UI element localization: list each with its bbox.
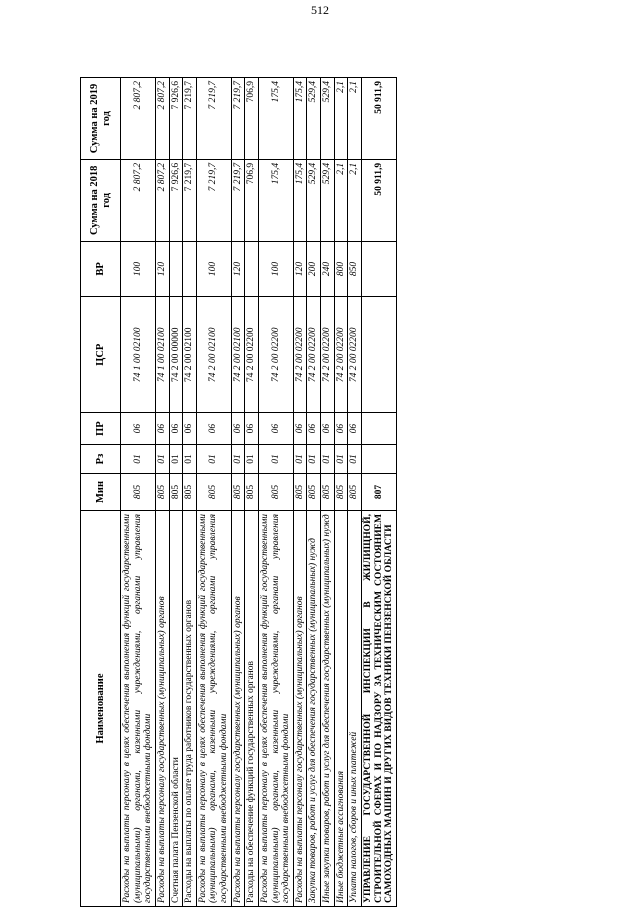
row-sum-2018: 175,4 [258,159,293,241]
row-rz: 01 [196,445,231,474]
row-vr [245,241,259,296]
table-body [121,78,397,907]
row-sum-2019: 175,4 [293,78,307,160]
row-csr: 74 2 00 00000 [169,297,183,413]
row-sum-2018: 529,4 [321,159,335,241]
row-rz: 01 [293,445,307,474]
row-vr: 850 [348,241,362,296]
row-min: 805 [321,474,335,511]
header-vr: ВР [81,241,121,296]
row-pr: 06 [293,413,307,445]
row-min: 805 [231,474,245,511]
row-vr [183,241,197,296]
header-min: Мин [81,474,121,511]
row-pr: 06 [231,413,245,445]
row-pr: 06 [307,413,321,445]
row-name: Закупка товаров, работ и услуг для обеспечения государственных (муниципальных) нужд [307,510,321,906]
row-sum-2019: 2 807,2 [155,78,169,160]
row-sum-2018: 7 219,7 [231,159,245,241]
table-row [307,78,321,907]
header-csr: ЦСР [81,297,121,413]
row-min: 805 [258,474,293,511]
row-rz: 01 [245,445,259,474]
row-sum-2019: 175,4 [258,78,293,160]
row-min: 805 [196,474,231,511]
row-name: Расходы на выплаты персоналу в целях обеспечения выполнения функций государственными (муниципальными) органами, казенными учреждениями, органами управления государственными внебюджетными фондами [258,510,293,906]
row-name: Расходы на выплаты по оплате труда работников государственных органов [183,510,197,906]
row-sum-2018: 529,4 [307,159,321,241]
table-header-row [81,78,121,907]
row-pr: 06 [169,413,183,445]
row-min: 805 [169,474,183,511]
row-name: Расходы на выплаты персоналу государственных (муниципальных) органов [155,510,169,906]
row-pr: 06 [183,413,197,445]
row-min: 805 [307,474,321,511]
row-sum-2018: 50 911,9 [361,159,396,241]
row-sum-2018: 706,9 [245,159,259,241]
row-sum-2018: 2,1 [348,159,362,241]
row-pr: 06 [321,413,335,445]
row-sum-2019: 2 807,2 [121,78,156,160]
row-csr: 74 2 00 02200 [258,297,293,413]
row-vr: 200 [307,241,321,296]
row-vr: 800 [334,241,348,296]
row-min: 805 [245,474,259,511]
row-min: 805 [348,474,362,511]
table-row [155,78,169,907]
row-min: 805 [183,474,197,511]
row-rz: 01 [334,445,348,474]
row-sum-2019: 706,9 [245,78,259,160]
row-pr: 06 [196,413,231,445]
row-vr: 120 [293,241,307,296]
row-rz: 01 [258,445,293,474]
row-vr: 120 [155,241,169,296]
row-pr: 06 [258,413,293,445]
row-sum-2019: 7 219,7 [196,78,231,160]
row-min: 805 [293,474,307,511]
row-csr: 74 2 00 02200 [348,297,362,413]
row-name: Расходы на выплаты персоналу государственных (муниципальных) органов [293,510,307,906]
row-pr: 06 [245,413,259,445]
row-rz [361,445,396,474]
row-sum-2018: 175,4 [293,159,307,241]
table-row [183,78,197,907]
row-name: Иные закупки товаров, работ и услуг для обеспечения государственных (муниципальных) нужд [321,510,335,906]
header-pr: ПР [81,413,121,445]
row-name: Расходы на обеспечение функций государственных органов [245,510,259,906]
row-sum-2019: 2,1 [348,78,362,160]
table-row [361,78,396,907]
row-vr [361,241,396,296]
row-rz: 01 [348,445,362,474]
row-pr: 06 [348,413,362,445]
row-sum-2019: 529,4 [321,78,335,160]
row-csr [361,297,396,413]
row-name: УПРАВЛЕНИЕ ГОСУДАРСТВЕННОЙ ИНСПЕКЦИИ В ЖИЛИЩНОЙ, СТРОИТЕЛЬНОЙ СФЕРАХ И ПО НАДЗОРУ ЗА ТЕХНИЧЕСКИМ СОСТОЯНИЕМ САМОХОДНЫХ МАШИН И ДРУГИХ ВИДОВ ТЕХНИКИ ПЕНЗЕНСКОЙ ОБЛАСТИ [361,510,396,906]
row-rz: 01 [231,445,245,474]
row-name: Уплата налогов, сборов и иных платежей [348,510,362,906]
row-rz: 01 [155,445,169,474]
row-csr: 74 2 00 02100 [183,297,197,413]
row-sum-2018: 2 807,2 [121,159,156,241]
row-vr: 100 [121,241,156,296]
row-vr: 100 [258,241,293,296]
header-sum-2019: Сумма на 2019 год [81,78,121,160]
row-name: Расходы на выплаты персоналу в целях обеспечения выполнения функций государственными (муниципальными) органами, казенными учреждениями, органами управления государственными внебюджетными фондами [121,510,156,906]
row-rz: 01 [121,445,156,474]
budget-table [80,77,397,907]
page-number: 512 [311,3,329,17]
row-name: Счетная палата Пензенской области [169,510,183,906]
table-row [348,78,362,907]
row-min: 805 [334,474,348,511]
row-rz: 01 [307,445,321,474]
row-csr: 74 2 00 02100 [231,297,245,413]
row-csr: 74 2 00 02100 [196,297,231,413]
row-pr: 06 [121,413,156,445]
row-sum-2019: 7 219,7 [231,78,245,160]
row-sum-2019: 7 219,7 [183,78,197,160]
row-sum-2018: 2,1 [334,159,348,241]
row-csr: 74 1 00 02100 [121,297,156,413]
row-csr: 74 2 00 02200 [245,297,259,413]
row-vr [169,241,183,296]
row-csr: 74 2 00 02200 [321,297,335,413]
row-min: 805 [121,474,156,511]
row-name: Расходы на выплаты персоналу в целях обеспечения выполнения функций государственными (муниципальными) органами, казенными учреждениями, органами управления государственными внебюджетными фондами [196,510,231,906]
table-row [121,78,156,907]
row-sum-2019: 7 926,6 [169,78,183,160]
row-rz: 01 [169,445,183,474]
row-csr: 74 1 00 02100 [155,297,169,413]
row-sum-2018: 7 219,7 [183,159,197,241]
budget-table-rotated [80,77,560,907]
row-sum-2019: 50 911,9 [361,78,396,160]
table-row [231,78,245,907]
row-pr [361,413,396,445]
row-vr: 240 [321,241,335,296]
row-min: 805 [155,474,169,511]
table-row [169,78,183,907]
row-rz: 01 [321,445,335,474]
table-row [321,78,335,907]
header-rz: Рз [81,445,121,474]
row-name: Иные бюджетные ассигнования [334,510,348,906]
row-sum-2018: 7 219,7 [196,159,231,241]
row-vr: 100 [196,241,231,296]
row-csr: 74 2 00 02200 [293,297,307,413]
row-sum-2019: 529,4 [307,78,321,160]
header-name: Наименование [81,510,121,906]
row-sum-2019: 2,1 [334,78,348,160]
row-sum-2018: 2 807,2 [155,159,169,241]
table-row [258,78,293,907]
table-row [196,78,231,907]
row-rz: 01 [183,445,197,474]
row-pr: 06 [155,413,169,445]
row-min: 807 [361,474,396,511]
table-row [245,78,259,907]
header-sum-2018: Сумма на 2018 год [81,159,121,241]
row-sum-2018: 7 926,6 [169,159,183,241]
row-csr: 74 2 00 02200 [334,297,348,413]
row-name: Расходы на выплаты персоналу государственных (муниципальных) органов [231,510,245,906]
table-row [334,78,348,907]
row-csr: 74 2 00 02200 [307,297,321,413]
row-vr: 120 [231,241,245,296]
row-pr: 06 [334,413,348,445]
table-row [293,78,307,907]
